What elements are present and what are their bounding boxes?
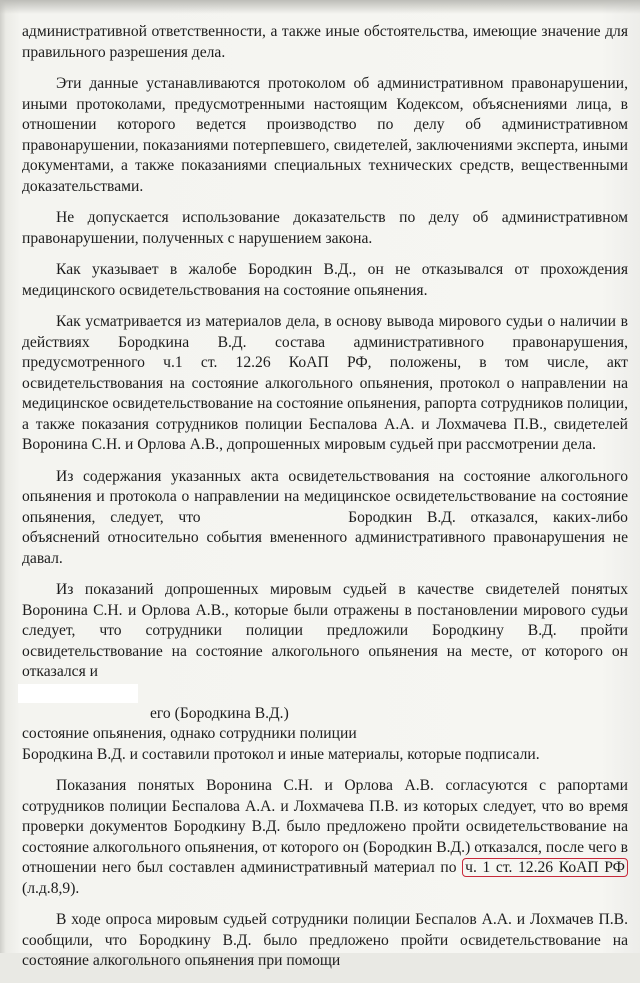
paragraph-7-fragment-2: состояние опьянения, однако сотрудники полиции (22, 725, 357, 742)
paragraph-8 (22, 776, 628, 899)
scan-shadow (0, 0, 640, 14)
paragraph-9: В ходе опроса мировым судьей сотрудники полиции Беспалов А.А. и Лохмачев П.В. сообщили, что Бородкину В.Д. было предложено пройти освидетельствование на состояние алкогольного опьянения при помощи (22, 911, 628, 969)
highlighted-article-reference: ч. 1 ст. 12.26 КоАП РФ (462, 858, 628, 877)
paragraph-6 (22, 467, 628, 570)
paragraph-3: Не допускается использование доказательств по делу об административном правонарушении, полученных с нарушением закона. (22, 209, 628, 247)
paragraph-7-start: Из показаний допрошенных мировым судьей в качестве свидетелей понятых Воронина С.Н. и Орлова А.В., которые были отражены в постановлении мирового судьи следует, что сотрудники полиции предложили Бородкину В.Д. пройти освидетельствование на состояние алкогольного опьянения на месте, от которого он отказался и (22, 581, 628, 680)
paragraph-6-start: Из содержания указанных акта освидетельствования на состояние алкогольного опьянения и протокола о направлении на медицинское освидетельствование на состояние опьянения, следует, что (22, 467, 628, 526)
paragraph-7 (22, 580, 628, 765)
paragraph-5: Как усматривается из материалов дела, в основу вывода мирового судьи о наличии в действиях Бородкина В.Д. состава административного правонарушения, предусмотренного ч.1 ст. 12.26 КоАП РФ, положены, в том числе, акт освидетельствования на состояние алкогольного опьянения, протокол о направлении на медицинское освидетельствование на состояние опьянения, рапорта сотрудников полиции, а также показания сотрудников полиции Беспалова А.А. и Лохмачева П.В., свидетелей Воронина С.Н. и Орлова А.В., допрошенных мировым судьей при рассмотрении дела. (22, 313, 628, 453)
paragraph-8-start: Показания понятых Воронина С.Н. и Орлова А.В. согласуются с рапортами сотрудников полиции Беспалова А.А. и Лохмачева П.В. из которых следует, что во время проверки документов Бородкину В.Д. было предложено пройти освидетельствование на состояние алкогольного опьянения, от которого он (Бородкин В.Д.) отказался, после чего в отношении него был составлен административный материал по (22, 777, 628, 876)
paragraph-4: Как указывает в жалобе Бородкин В.Д., он не отказывался от прохождения медицинского освидетельствования на состояние опьянения. (22, 261, 628, 299)
paragraph-6-end: Бородкин В.Д. отказался, каких-либо объяснений относительно события вмененного административного правонарушения не давал. (22, 508, 628, 567)
paragraph-7-fragment-1: его (Бородкина В.Д.) (150, 704, 289, 722)
paragraph-2: Эти данные устанавливаются протоколом об административном правонарушении, иными протоколами, предусмотренными настоящим Кодексом, объяснениями лица, в отношении которого ведется производство по делу об административном правонарушении, показаниями потерпевшего, свидетелей, заключениями эксперта, иными документами, а также показаниями специальных технических средств, вещественными доказательствами. (22, 75, 628, 195)
paragraph-8-end: (л.д.8,9). (22, 879, 80, 897)
paragraph-7-fragment-3: Бородкина В.Д. и составили протокол и иные материалы, которые подписали. (22, 745, 540, 763)
document-body (22, 22, 628, 983)
paragraph-1: административной ответственности, а также иные обстоятельства, имеющие значение для правильного разрешения дела. (22, 23, 628, 61)
redacted-line (18, 684, 138, 703)
